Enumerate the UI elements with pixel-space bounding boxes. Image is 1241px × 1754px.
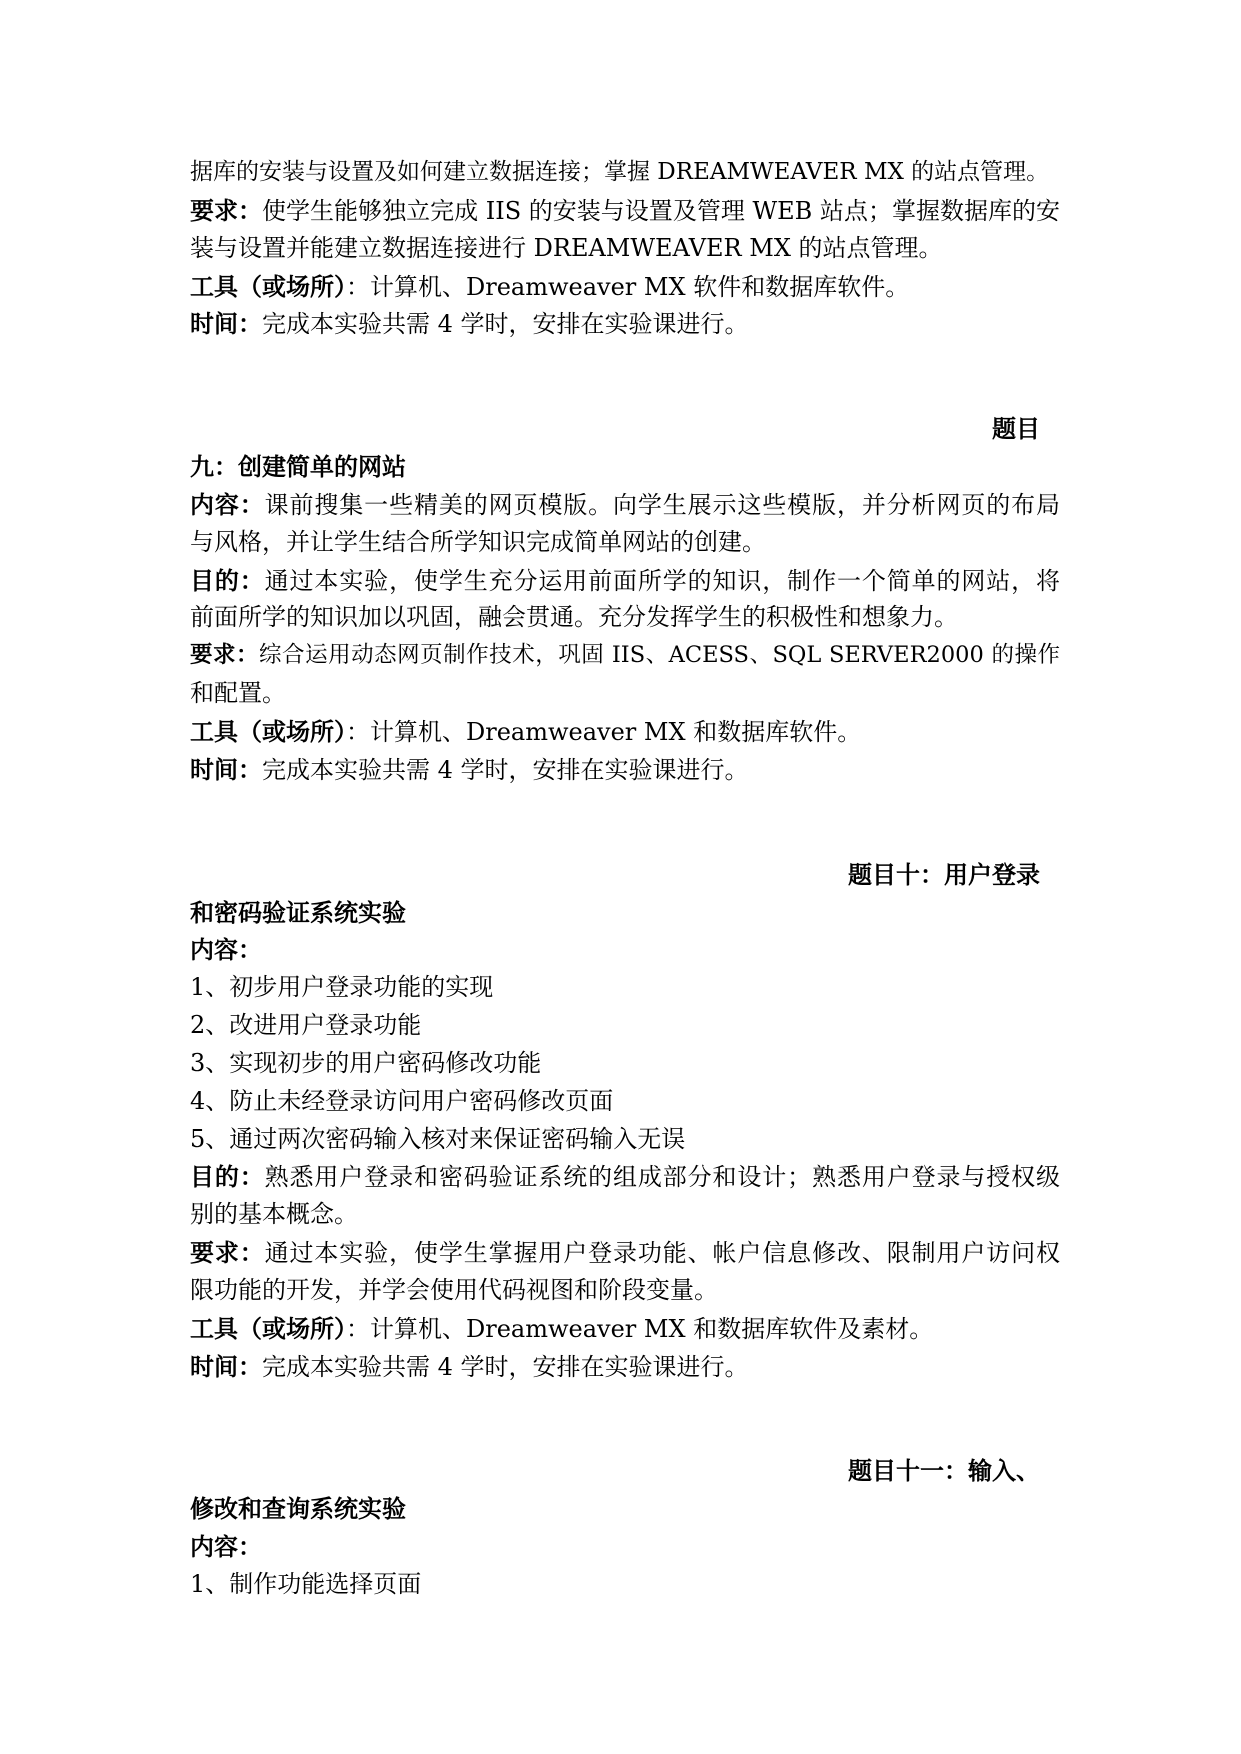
time-line xyxy=(190,751,1060,789)
purpose-label: 目的： xyxy=(190,565,265,595)
purpose-text: 前面所学的知识加以巩固，融会贯通。充分发挥学生的积极性和想象力。 xyxy=(190,603,958,632)
section-heading xyxy=(190,856,1060,894)
tools-line xyxy=(190,268,1060,306)
list-item xyxy=(190,1007,1060,1045)
requirement-text: 使学生能够独立完成 IIS 的安装与设置及管理 WEB 站点；掌握数据库的安 xyxy=(262,196,1060,225)
content-text: 与风格，并让学生结合所学知识完成简单网站的创建。 xyxy=(190,527,766,556)
tools-label: 工具（或场所） xyxy=(190,1313,346,1343)
time-label: 时间： xyxy=(190,309,262,339)
heading-text: 题目十：用户登录 xyxy=(848,859,1040,889)
time-line xyxy=(190,1348,1060,1386)
tools-label: 工具（或场所） xyxy=(190,716,346,746)
requirement-text: 装与设置并能建立数据连接进行 DREAMWEAVER MX 的站点管理。 xyxy=(190,233,943,262)
list-item-text: 3、实现初步的用户密码修改功能 xyxy=(190,1048,542,1077)
purpose-text: 别的基本概念。 xyxy=(190,1200,358,1229)
purpose-label: 目的： xyxy=(190,1162,265,1192)
requirement-text: 限功能的开发，并学会使用代码视图和阶段变量。 xyxy=(190,1275,718,1304)
tools-text: ：计算机、Dreamweaver MX 软件和数据库软件。 xyxy=(346,272,910,301)
section-heading xyxy=(190,894,1060,932)
heading-text: 题目十一：输入、 xyxy=(848,1456,1040,1486)
tools-label: 工具（或场所） xyxy=(190,271,346,301)
purpose-line xyxy=(190,562,1060,600)
content-label: 内容： xyxy=(190,489,265,519)
time-label: 时间： xyxy=(190,1351,262,1381)
tools-text: ：计算机、Dreamweaver MX 和数据库软件及素材。 xyxy=(346,1314,934,1343)
purpose-line xyxy=(190,599,1060,637)
time-text: 完成本实验共需 4 学时，安排在实验课进行。 xyxy=(262,755,749,784)
list-item-text: 5、通过两次密码输入核对来保证密码输入无误 xyxy=(190,1124,686,1153)
list-item xyxy=(190,1121,1060,1159)
content-label-text: 内容： xyxy=(190,1532,262,1562)
time-label: 时间： xyxy=(190,754,262,784)
requirement-line xyxy=(190,192,1060,230)
requirement-line xyxy=(190,637,1060,675)
purpose-line xyxy=(190,1158,1060,1196)
purpose-line xyxy=(190,1196,1060,1234)
intro-line xyxy=(190,154,1060,192)
time-text: 完成本实验共需 4 学时，安排在实验课进行。 xyxy=(262,1352,749,1381)
list-item xyxy=(190,969,1060,1007)
list-item-text: 1、初步用户登录功能的实现 xyxy=(190,973,494,1002)
content-text: 课前搜集一些精美的网页模版。向学生展示这些模版，并分析网页的布局 xyxy=(264,490,1060,519)
requirement-line xyxy=(190,1234,1060,1272)
heading-text: 九：创建简单的网站 xyxy=(190,452,406,482)
purpose-text: 熟悉用户登录和密码验证系统的组成部分和设计；熟悉用户登录与授权级 xyxy=(264,1163,1060,1192)
content-label xyxy=(190,931,1060,969)
list-item xyxy=(190,1566,1060,1604)
requirement-line xyxy=(190,675,1060,713)
section-heading xyxy=(190,1490,1060,1528)
section-10 xyxy=(190,856,1060,1386)
section-heading xyxy=(190,410,1060,448)
content-label xyxy=(190,1528,1060,1566)
requirement-line xyxy=(190,1272,1060,1310)
heading-text: 和密码验证系统实验 xyxy=(190,897,406,927)
text-column xyxy=(190,154,1060,1604)
section-8-tail xyxy=(190,154,1060,343)
intro-text: 据库的安装与设置及如何建立数据连接；掌握 DREAMWEAVER MX 的站点管理。 xyxy=(190,159,1050,185)
tools-line xyxy=(190,1310,1060,1348)
requirement-line xyxy=(190,230,1060,268)
content-line xyxy=(190,524,1060,562)
content-line xyxy=(190,486,1060,524)
time-text: 完成本实验共需 4 学时，安排在实验课进行。 xyxy=(262,310,749,339)
requirement-text: 综合运用动态网页制作技术，巩固 IIS、ACESS、SQL SERVER2000 的操作 xyxy=(259,642,1060,669)
list-item xyxy=(190,1045,1060,1083)
list-item-text: 1、制作功能选择页面 xyxy=(190,1570,422,1598)
section-heading xyxy=(190,448,1060,486)
tools-text: ：计算机、Dreamweaver MX 和数据库软件。 xyxy=(346,717,862,746)
list-item-text: 4、防止未经登录访问用户密码修改页面 xyxy=(190,1086,614,1115)
requirement-label: 要求： xyxy=(190,195,263,225)
section-9 xyxy=(190,410,1060,788)
section-11 xyxy=(190,1452,1060,1603)
content-label-text: 内容： xyxy=(190,935,262,965)
heading-text: 修改和查询系统实验 xyxy=(190,1494,406,1524)
requirement-text: 通过本实验，使学生掌握用户登录功能、帐户信息修改、限制用户访问权 xyxy=(264,1239,1060,1268)
heading-text: 题目 xyxy=(992,414,1040,444)
list-item-text: 2、改进用户登录功能 xyxy=(190,1011,422,1040)
purpose-text: 通过本实验，使学生充分运用前面所学的知识，制作一个简单的网站，将 xyxy=(264,566,1060,595)
tools-line xyxy=(190,713,1060,751)
section-heading xyxy=(190,1452,1060,1490)
requirement-label: 要求： xyxy=(190,1238,265,1268)
time-line xyxy=(190,305,1060,343)
list-item xyxy=(190,1083,1060,1121)
requirement-text: 和配置。 xyxy=(190,679,286,708)
requirement-label: 要求： xyxy=(190,642,260,669)
